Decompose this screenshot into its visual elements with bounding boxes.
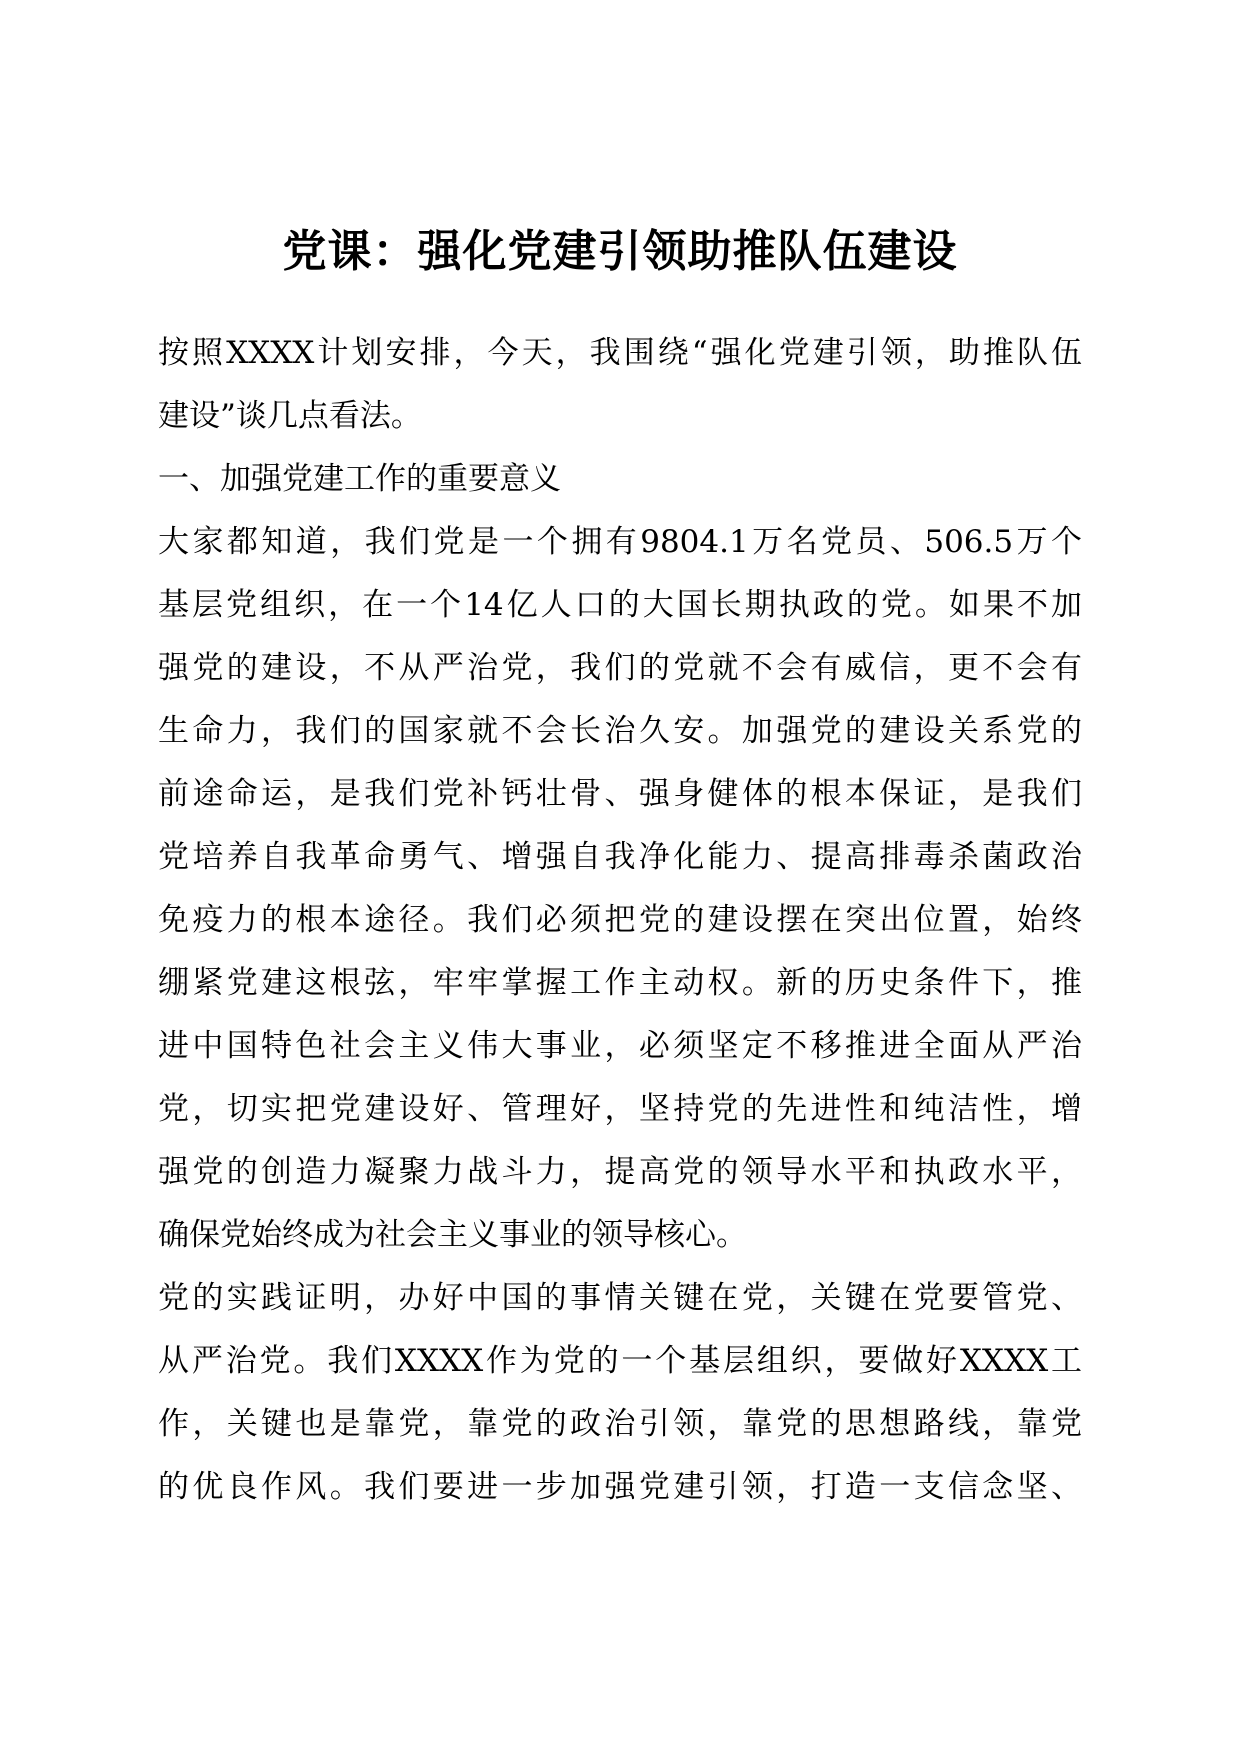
document-body [158, 322, 1082, 1519]
text-line: 从严治党。我们XXXX作为党的一个基层组织，要做好XXXX工 [158, 1343, 1082, 1379]
section-heading: 一、加强党建工作的重要意义 [158, 461, 561, 497]
text-line: 绷紧党建这根弦，牢牢掌握工作主动权。新的历史条件下，推 [158, 965, 1082, 1001]
text-line: 党培养自我革命勇气、增强自我净化能力、提高排毒杀菌政治 [158, 839, 1082, 875]
document-title: 党课：强化党建引领助推队伍建设 [282, 226, 958, 277]
text-line: 强党的建设，不从严治党，我们的党就不会有威信，更不会有 [158, 650, 1082, 686]
text-line: 基层党组织，在一个14亿人口的大国长期执政的党。如果不加 [158, 587, 1082, 623]
text-line: 按照XXXX计划安排，今天，我围绕“强化党建引领，助推队伍 [158, 335, 1082, 371]
text-line: 党的实践证明，办好中国的事情关键在党，关键在党要管党、 [158, 1280, 1082, 1316]
text-line: 作，关键也是靠党，靠党的政治引领，靠党的思想路线，靠党 [158, 1406, 1082, 1442]
text-line: 大家都知道，我们党是一个拥有9804.1万名党员、506.5万个 [158, 524, 1082, 560]
text-line: 确保党始终成为社会主义事业的领导核心。 [158, 1217, 747, 1253]
text-line: 前途命运，是我们党补钙壮骨、强身健体的根本保证，是我们 [158, 776, 1082, 812]
text-line: 进中国特色社会主义伟大事业，必须坚定不移推进全面从严治 [158, 1028, 1082, 1064]
text-line: 免疫力的根本途径。我们必须把党的建设摆在突出位置，始终 [158, 902, 1082, 938]
text-line: 的优良作风。我们要进一步加强党建引领，打造一支信念坚、 [158, 1469, 1082, 1505]
text-line: 建设”谈几点看法。 [158, 398, 422, 434]
text-line: 党，切实把党建设好、管理好，坚持党的先进性和纯洁性，增 [158, 1091, 1082, 1127]
text-line: 强党的创造力凝聚力战斗力，提高党的领导水平和执政水平， [158, 1154, 1082, 1190]
text-line: 生命力，我们的国家就不会长治久安。加强党的建设关系党的 [158, 713, 1082, 749]
